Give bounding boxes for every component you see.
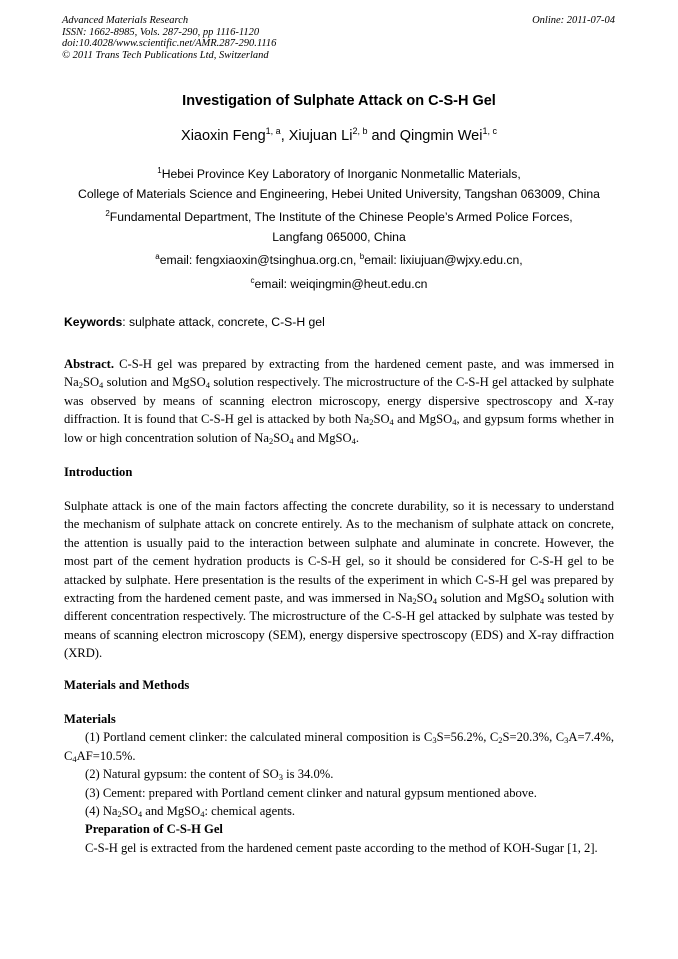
email-block	[0, 250, 678, 294]
subscript: 2	[268, 435, 274, 446]
abstract-text: SO	[273, 430, 290, 445]
keywords-line	[64, 315, 325, 329]
subscript: 4	[200, 809, 205, 820]
subscript: 2	[498, 735, 503, 746]
abstract-paragraph	[64, 355, 614, 447]
subscript: 4	[137, 809, 143, 820]
preparation-paragraph: C-S-H gel is extracted from the hardened cement paste according to the method of KOH-Sugar [1, 2].	[85, 840, 598, 855]
material-text: S=56.2%, C	[436, 730, 499, 745]
author-affil-mark: 1, c	[482, 126, 497, 136]
paper-title: Investigation of Sulphate Attack on C-S-H Gel	[182, 93, 496, 109]
abstract-text: , and gypsum forms whether in low or high concentration solution of Na	[64, 412, 614, 445]
material-item-4	[64, 802, 614, 820]
subscript: 2	[78, 380, 83, 391]
material-text: S=20.3%, C	[502, 730, 565, 745]
subsection-heading-preparation: Preparation of C-S-H Gel	[85, 822, 223, 837]
email-address: email: weiqingmin@heut.edu.cn	[254, 277, 428, 291]
copyright-line: © 2011 Trans Tech Publications Ltd, Switzerland	[62, 49, 269, 61]
author-name: Xiaoxin Feng	[181, 128, 266, 144]
affil-line: Langfang 065000, China	[272, 230, 406, 244]
affil-line: Fundamental Department, The Institute of the Chinese People’s Armed Police Forces,	[109, 210, 573, 224]
section-heading-methods: Materials and Methods	[64, 678, 190, 692]
online-date: Online: 2011-07-04	[532, 15, 615, 26]
affil-number: 1	[157, 166, 162, 175]
author-separator: ,	[280, 128, 289, 144]
section-heading-introduction: Introduction	[64, 465, 133, 479]
abstract-text: solution respectively. The microstructure of the C-S-H gel attacked by sulphate was observed by means of scanning electron microscopy, energy dispersive spectroscopy and X-ray diffraction. It is found that C-S-H gel is attacked by both Na	[64, 375, 615, 427]
material-text: SO	[121, 804, 138, 819]
author-name: Qingmin Wei	[399, 128, 483, 144]
email-address: email: lixiujuan@wjxy.edu.cn,	[364, 253, 523, 267]
keywords-text: : sulphate attack, concrete, C-S-H gel	[122, 315, 325, 329]
abstract-text: and MgSO	[393, 412, 453, 427]
affiliation-2	[0, 207, 678, 247]
subsection-heading-materials: Materials	[64, 712, 116, 726]
subscript: 3	[278, 772, 284, 783]
affil-number: 2	[105, 209, 110, 218]
journal-name: Advanced Materials Research	[62, 15, 189, 26]
material-text: is 34.0%.	[283, 767, 334, 782]
intro-text: solution with different concentration respectively. The microstructure of the C-S-H gel attacked by sulphate was tested by means of scanning electron microscopy (SEM), energy dispersive spectroscopy (EDS) and X-ray diffraction (XRD).	[64, 591, 615, 661]
subscript: 2	[412, 596, 417, 607]
introduction-paragraph	[64, 497, 614, 663]
journal-header	[62, 15, 276, 61]
email-mark: c	[250, 276, 255, 285]
affiliation-1	[0, 164, 678, 204]
subscript: 3	[564, 735, 569, 746]
subscript: 4	[72, 753, 77, 764]
subscript: 3	[432, 735, 437, 746]
material-text: A=7.4%, C	[64, 730, 614, 763]
affil-line: Hebei Province Key Laboratory of Inorganic Nonmetallic Materials,	[161, 167, 521, 181]
subscript: 4	[389, 417, 394, 428]
abstract-text: .	[355, 430, 360, 445]
subscript: 4	[289, 435, 294, 446]
subscript: 4	[452, 417, 457, 428]
subscript: 4	[432, 596, 438, 607]
issn-line: ISSN: 1662-8985, Vols. 287-290, pp 1116-1120	[62, 26, 260, 38]
email-mark: a	[155, 252, 160, 261]
abstract-text: SO	[82, 375, 100, 390]
abstract-text: C-S-H gel was prepared by extracting from the hardened cement paste, and was immersed in Na	[64, 357, 614, 390]
email-address: email: fengxiaoxin@tsinghua.org.cn,	[159, 253, 360, 267]
material-text: (2) Natural gypsum: the content of SO	[85, 767, 279, 782]
material-item-1	[64, 728, 614, 765]
affil-line: College of Materials Science and Engineering, Hebei United University, Tangshan 063009, China	[78, 187, 600, 201]
abstract-text: solution and MgSO	[103, 375, 206, 390]
material-text: : chemical agents.	[204, 804, 296, 819]
abstract-text: SO	[373, 412, 390, 427]
material-text: and MgSO	[142, 804, 201, 819]
material-text: (4) Na	[85, 804, 118, 819]
subscript: 2	[369, 417, 374, 428]
doi-line: doi:10.4028/www.scientific.net/AMR.287-290.1116	[62, 38, 277, 50]
material-item-2	[64, 765, 614, 783]
author-affil-mark: 2, b	[352, 126, 368, 136]
material-item-3: (3) Cement: prepared with Portland cement clinker and natural gypsum mentioned above.	[85, 785, 537, 800]
author-name: Xiujuan Li	[288, 128, 353, 144]
intro-text: solution and MgSO	[437, 591, 540, 606]
keywords-label: Keywords	[64, 315, 123, 329]
author-separator: and	[367, 128, 400, 144]
author-affil-mark: 1, a	[265, 126, 281, 136]
subscript: 4	[539, 596, 545, 607]
subscript: 4	[99, 380, 104, 391]
subscript: 4	[351, 435, 356, 446]
material-text: (1) Portland cement clinker: the calculated mineral composition is C	[85, 730, 433, 745]
author-list	[0, 128, 678, 144]
intro-text: SO	[416, 591, 433, 606]
subscript: 4	[205, 380, 210, 391]
abstract-label: Abstract.	[64, 357, 115, 371]
email-mark: b	[359, 252, 365, 261]
material-text: AF=10.5%.	[76, 748, 136, 763]
subscript: 2	[117, 809, 122, 820]
intro-text: Sulphate attack is one of the main factors affecting the concrete durability, so it is necessary to understand the mechanism of sulphate attack on concrete entirely. As to the mechanism of sulphate attack on concrete, the attention is usually paid to the interaction between sulphate and aluminate in concrete. However, the most part of the cement hydration products is C-S-H gel, so it should be considered for C-S-H gel to be attacked by sulphate. Here presentation is the results of the experiment in which C-S-H gel was prepared by extracting from the hardened cement paste, and was immersed in Na	[64, 499, 614, 606]
materials-section	[64, 710, 614, 857]
abstract-text: and MgSO	[293, 430, 352, 445]
